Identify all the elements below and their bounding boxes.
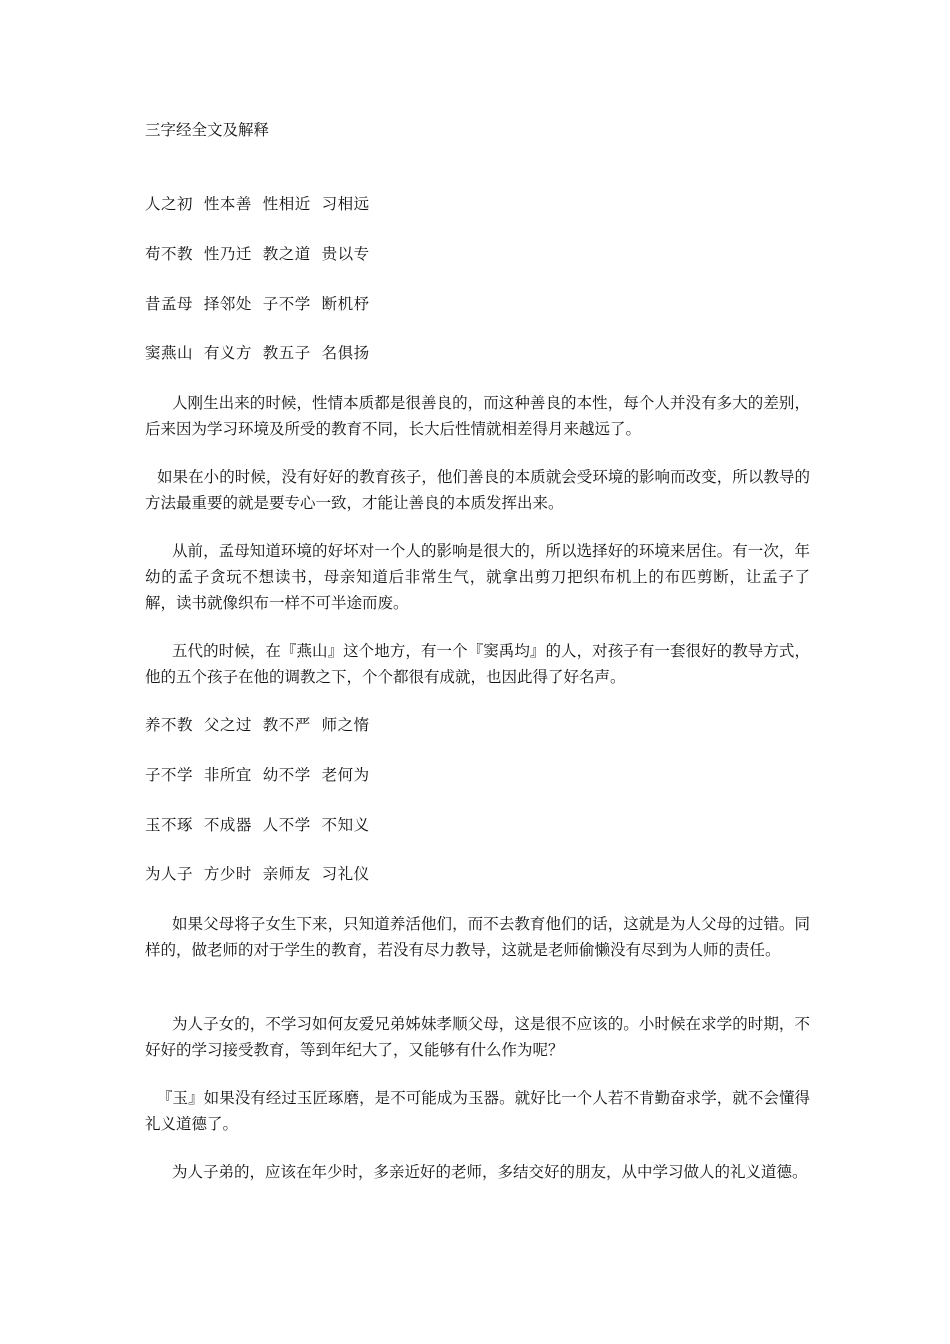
explanation-paragraph: 为人子弟的，应该在年少时，多亲近好的老师，多结交好的朋友，从中学习做人的礼义道德。	[172, 1163, 808, 1181]
document-title: 三字经全文及解释	[145, 121, 270, 139]
explanation-paragraph: 人刚生出来的时候，性情本质都是很善良的，而这种善良的本性，每个人并没有多大的差别，后来因为学习环境及所受的教育不同，长大后性情就相差得月来越远了。	[145, 394, 810, 438]
explanation-paragraph: 为人子女的，不学习如何友爱兄弟姊妹孝顺父母，这是很不应该的。小时候在求学的时期，不好好的学习接受教育，等到年纪大了，又能够有什么作为呢？	[145, 1015, 810, 1059]
explanation-paragraph: 如果在小的时候，没有好好的教育孩子，他们善良的本质就会受环境的影响而改变，所以教导的方法最重要的就是要专心一致，才能让善良的本质发挥出来。	[145, 468, 810, 512]
verse-line: 玉不琢 不成器 人不学 不知义	[145, 816, 370, 834]
verse-line: 为人子 方少时 亲师友 习礼仪	[145, 865, 370, 883]
verse-line: 窦燕山 有义方 教五子 名俱扬	[145, 344, 370, 362]
verse-line: 人之初 性本善 性相近 习相远	[145, 195, 370, 213]
verse-line: 养不教 父之过 教不严 师之惰	[145, 716, 370, 734]
explanation-paragraph: 五代的时候，在『燕山』这个地方，有一个『窦禹均』的人，对孩子有一套很好的教导方式，他的五个孩子在他的调教之下，个个都很有成就，也因此得了好名声。	[145, 642, 810, 686]
verse-line: 苟不教 性乃迁 教之道 贵以专	[145, 245, 370, 263]
verse-line: 子不学 非所宜 幼不学 老何为	[145, 766, 370, 784]
explanation-paragraph: 『玉』如果没有经过玉匠琢磨，是不可能成为玉器。就好比一个人若不肯勤奋求学，就不会懂得礼义道德了。	[145, 1089, 810, 1133]
explanation-paragraph: 如果父母将子女生下来，只知道养活他们，而不去教育他们的话，这就是为人父母的过错。同样的，做老师的对于学生的教育，若没有尽力教导，这就是老师偷懒没有尽到为人师的责任。	[145, 915, 810, 959]
verse-line: 昔孟母 择邻处 子不学 断机杼	[145, 295, 370, 313]
explanation-paragraph: 从前，孟母知道环境的好坏对一个人的影响是很大的，所以选择好的环境来居住。有一次，年幼的孟子贪玩不想读书，母亲知道后非常生气，就拿出剪刀把织布机上的布匹剪断，让孟子了解，读书就像织布一样不可半途而废。	[145, 542, 810, 612]
